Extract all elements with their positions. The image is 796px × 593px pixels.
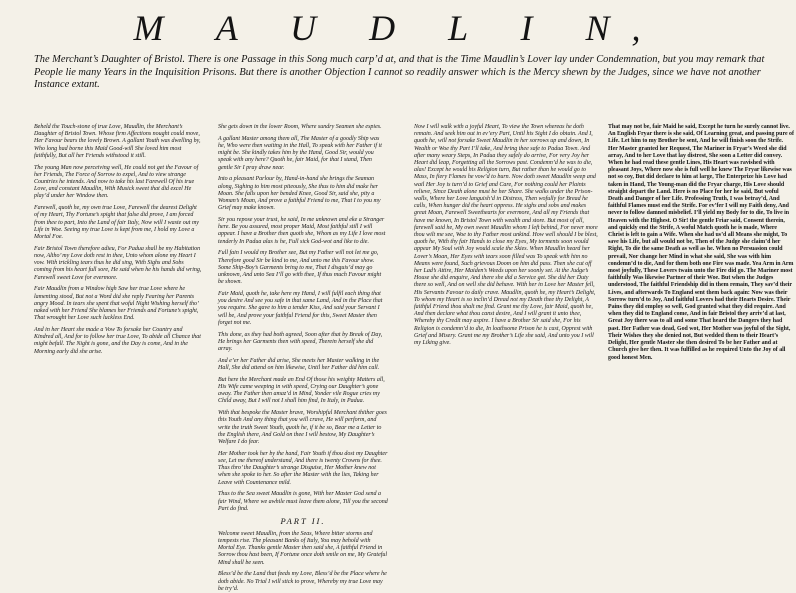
stanza: The young Man now perceiving well, He could not get the Favour of her Friends, The Force of Sorrow to expel, And to view strange Countries he intends. And now to take his last Farewell Of his true Love, and constant Maudlin, With Musick sweet that did excel He play’d under her Window then. (34, 164, 199, 200)
stanza: Bless’d be the Land that feeds my Love, Bless’d be the Place where he doth abide. No Trial I will stick to prove, Whereby my true Love may be try’d. (218, 571, 387, 592)
stanza: She gets down in the lower Room, Where sundry Seamen she espies. (218, 124, 382, 130)
stanza: This done, as they had both agreed, Soon after that by Break of Day, He brings her Garments then with speed, Therein herself she did array. (218, 331, 383, 353)
stanza: Welcome sweet Maudlin, from the Seas, Where bitter storms and tempests rise. The pleasant Banks of Italy, You may behold with Mortal Eye. Thanks gentle Master then said she, A faithful Friend in Sorrow thou hast been, If Fortune once doth smile on me, My Grateful Mind shall be seen. (218, 530, 388, 566)
stanza: Sir you repose your trust, he said, In me unknown and eke a Stranger here. Be you assured, most proper Maid, Most faithful still I will appear. I have a Brother then quoth she, Whom as my Life I love most tenderly In Padua alas is he, Full sick God-wot and like to die. (218, 217, 386, 245)
stanza: And in her Heart she made a Vow To forsake her Country and Kindred all, And for to follow her true Love, To abide all Chance that might befall. The Night is gone, and the Day is come, And in the Morning early did she arise. (34, 327, 201, 355)
stanza: Into a pleasant Parlour by, Hand-in-hand she brings the Seaman along, Sighing to him most piteously, She thus to him did make her Moan. She falls upon her bended Knee, Good Sir, said she, pity a Woman’s Moan, And prove a faithful Friend to me, That I to you my Grief may make known. (218, 176, 381, 212)
intro-paragraph: The Merchant’s Daughter of Bristol. There is one Passage in this Song much carp’d at, and that is the Time Maudlin’s Lover lay under Condemnation, but you may remark that People lie many Years in the Inquisition Prisons. But there is another Objection I cannot so readily answer which is the Mercy shewn by the Judges, since we have not another Instance extant. (34, 54, 765, 91)
column-3 (414, 124, 599, 474)
stanza: That may not be, fair Maid he said, Except he turn he surely cannot live. An English Fryar there is she said, Of Learning great, and passing pure of Life. Let him to my Brother be sent, And he will finish soon the Strife. Her Master granted her Request, The Mariner in Fryar’s Weed she did array, And to her Love that lay distrest, She soon a Letter did convey. When he had read these gentle Lines, His Heart was ravished with pleasant Joys, Where now she is full well he knew The Fryar likewise was not so coy, But did declare to him at large, The Enterprize his Love had taken in Hand, The Young-man did the Fryar charge, His Love should straight depart the Land. Here is no Place for her he said, But woful Death and Danger of her Life. Professing Truth, I was betray’d, And faithful Flames must end the Strife. For ev’fer I will my Faith deny, And never to follow damned misbelief. I’ll yield my Body for to die, To live in Heaven with the Highest. O Sir! the gentle Friar said, Consent therein, and quickly end the Strife, A woful Match quoth he is made, Where Christ is left to gain a Wife. When she had us’d all Means she might, To save his Life, but all would not be, Then of the Judge she claim’d her Right, To die the same Death as well as he. When no Persuasion could prevail, Nor change her Mind in what she said, She was with him condemn’d to die, And for them both one Fire was made. Yea Arm in Arm most joyfully, These Lovers twain unto the Fire did go. The Mariner most faithfully Was likewise Partner of their Woe. But when the Judges understood, The faithful Friendship did in them remain, They sav’d their Lives, and afterwards To England sent them back again: Now was their Sorrow turn’d to Joy, And faithful Lovers had their Hearts Desire. Their Pains they did employ so well, God granted what they did require. And when they did to England come, And in fair Bristol they arriv’d at last, Great Joy there was to all and some That heard the Dangers they had past. Her Father was dead, God wot, Her Mother was joyful of the Sight, Their Wishes they she denied not, But wedded them to their Heart’s Delight, Her gentle Master she then desired To be her Father and at Church give her then. It was fulfilled as he required Unto the Joy of all good honest Men. (608, 124, 794, 361)
column-2 (218, 124, 388, 592)
stanza: Beheld the Touch-stone of true Love, Maudlin, the Merchant’s Daughter of Bristol Town. Whose firm Affections nought could move, Her Favour bears the lovely Brown. A gallant Youth was dwelling by, Who long had borne this Maid Good-will She loved him most faithfully, But all her Friends withstood it still. (34, 124, 201, 159)
column-4 (608, 124, 794, 474)
stanza: But here the Merchant made an End Of those his weighty Matters all, His Wife came weeping in with speed, Crying our Daughter’s gone away. The Father then amaz’d in Mind, Yonder vile Rogue cries my Child away, But I will not I shall him find, In Italy, in Padua. (218, 376, 385, 405)
stanza: A gallant Master among them all, The Master of a goodly Ship was he, Who were then waiting in the Hall, To speak with her Father if it might be. She kindly takes him by the Hand, Good Sir, would you speak with any here? Quoth he, fair Maid, for that I stand, Then gentle Sir I pray draw near. (218, 135, 382, 171)
stanza: Now I will walk with a joyful Heart, To view the Town whereas he doth remain. And seek him out in ev’ery Part, Until his Sight I do obtain. And I, quoth he, will not forsake Sweet Maudlin in her sorrows up and down, In Wealth or Woe thy Part I’ll take, And bring thee safe to Padua Town. And after many weary Steps, In Padua they safely do arrive, For very Joy her Heart did leap, Forgetting all the Sorrows past. Condemn’d he was to die, alas! Except he would his Religion turn, But rather than he would go to Mass, In fiery Flames he vow’d to burn. Now doth sweet Maudlin weep and wail Her Joy is turn’d to Grief and Care, For nothing could her Plaints relieve, Since Death alone must be her Share. She walks under the Prison-walls, Where her Love languish’d in Distress, Then wofully for Bread he calls, When hunger did the heart oppress. He sighs and sobs and makes great Moan, Farewell Sweethearts for evermore, And all my Friends that have me known, In Bristol Town with wealth and store. But most of all, farewell said he, My own sweet Maudlin whom I left behind, For never more thou wilt me see, Woe to thy Father most unkind. How well should I be blest, quoth he, With thy fair Hands to close my Eyes, My torments soon would appear My Soul with Joy would scale the Skies. When Maudlin heard her Lover’s Moan, Her Eyes with tears soon filled was To speak with him no Means were found, Such grievous Doom on him did pass. Then she cut off her Lad’s Attire, Her Maiden’s Weeds upon her soonly set. At the Judge’s House she did enquire, And there she did a Service get. She did her Duty there so well, And on well she did behave. With her in Love her Master fell, His Servants Favour to daily crave. Maudlin, quoth he, my Heart’s Delight, To whom my Heart is so inclin’d Dread not my Death thee thy Delight, A faithful Friend thou shalt me find. Grant me thy Love, fair Maid, quoth he, And then declare what thou canst desire, And I will grant it unto thee, Whereby thy Credit may aspire. I have a Brother Sir said she, For his Religion is condemn’d to die, In loathsome Prison he is cast, Opprest with Grief and Misery. Grant me my Brother’s Life she said, And unto you I will my Liking give. (414, 124, 598, 347)
stanza: And e’er her Father did arise, She meets her Master walking in the Hall, She did attend on him likewise, Until her Father did him call. (218, 357, 380, 372)
column-1 (34, 124, 202, 474)
stanza: Full fain I would my Brother see, But my Father will not let me go, Therefore good Sir be kind to me, And unto me this Favour show. Some Ship-Boy’s Garments bring to me, That I disguis’d may go unknown, And unto Sea I’ll go with thee, If thus much Favour might be shown. (218, 250, 382, 286)
page-title: M A U D L I N, (133, 8, 663, 48)
stanza: Thus to the Sea sweet Maudlin is gone, With her Master God send a fair Wind, Where we awhile must leave them alone, Till you the second Part do find. (218, 491, 388, 512)
stanza: Fair Maid, quoth he, take here my Hand, I will fulfil each thing that you desire And see you safe in that same Land, And in the Place that you require. She gave to him a tender Kiss, And said your Servant I will be, And prove your faithful Friend for this, Sweet Master then forget not me. (218, 291, 383, 326)
stanza: Her Mother took her by the hand, Fair Youth if thou dost my Daughter see, Let me thereof understand, And there is twenty Crowns for thee. Thus thro’ the Daughter’s strange Disguise, Her Mother knew not when she spoke to her. So after the Master with the lies, Taking her Leave with Countenance mild. (218, 450, 388, 486)
stanza: With that bespoke the Master brave, Worshipful Merchant thither goes this Youth And any thing that you will crave, He will perform, and write the truth Sweet Youth, quoth he, if it be so, Bear me a Letter to the English there, And Gold on thee I will bestow, My Daughter’s Welfare I do fear. (218, 410, 387, 446)
stanza: Fair Maudlin from a Window high Saw her true Love where he lamenting stood, But not a Word did she reply Fearing her Parents angry Mood. In tears she spent that woful Night Wishing herself tho’ naked with her Friend She blames her Friends and Fortune’s spight, That wrought her Love such luckless End. (34, 286, 199, 322)
stanza: Fair Bristol Town therefore adieu, For Padua shall be my Habitation now, Altho’ my Love doth rest in thee, Unto whom alone my Heart I vow. With trickling tears thus he did sing, With Sighs and Sobs coming from his heart full sore, He said when he his hands did wring, Farewell sweet Love for evermore. (34, 245, 202, 281)
stanza: Farewell, quoth he, my own true Love, Farewell the dearest Delight of my Heart, Thy Fortune’s spight that false did prove, I am forced from thee to part, Into the Land of fair Italy, Now will I waste out my Life in Woe. Seeing my true Love is kept from me, I hold my Love a Mortal Foe. (34, 205, 199, 241)
part-heading: PART II. (280, 515, 326, 526)
